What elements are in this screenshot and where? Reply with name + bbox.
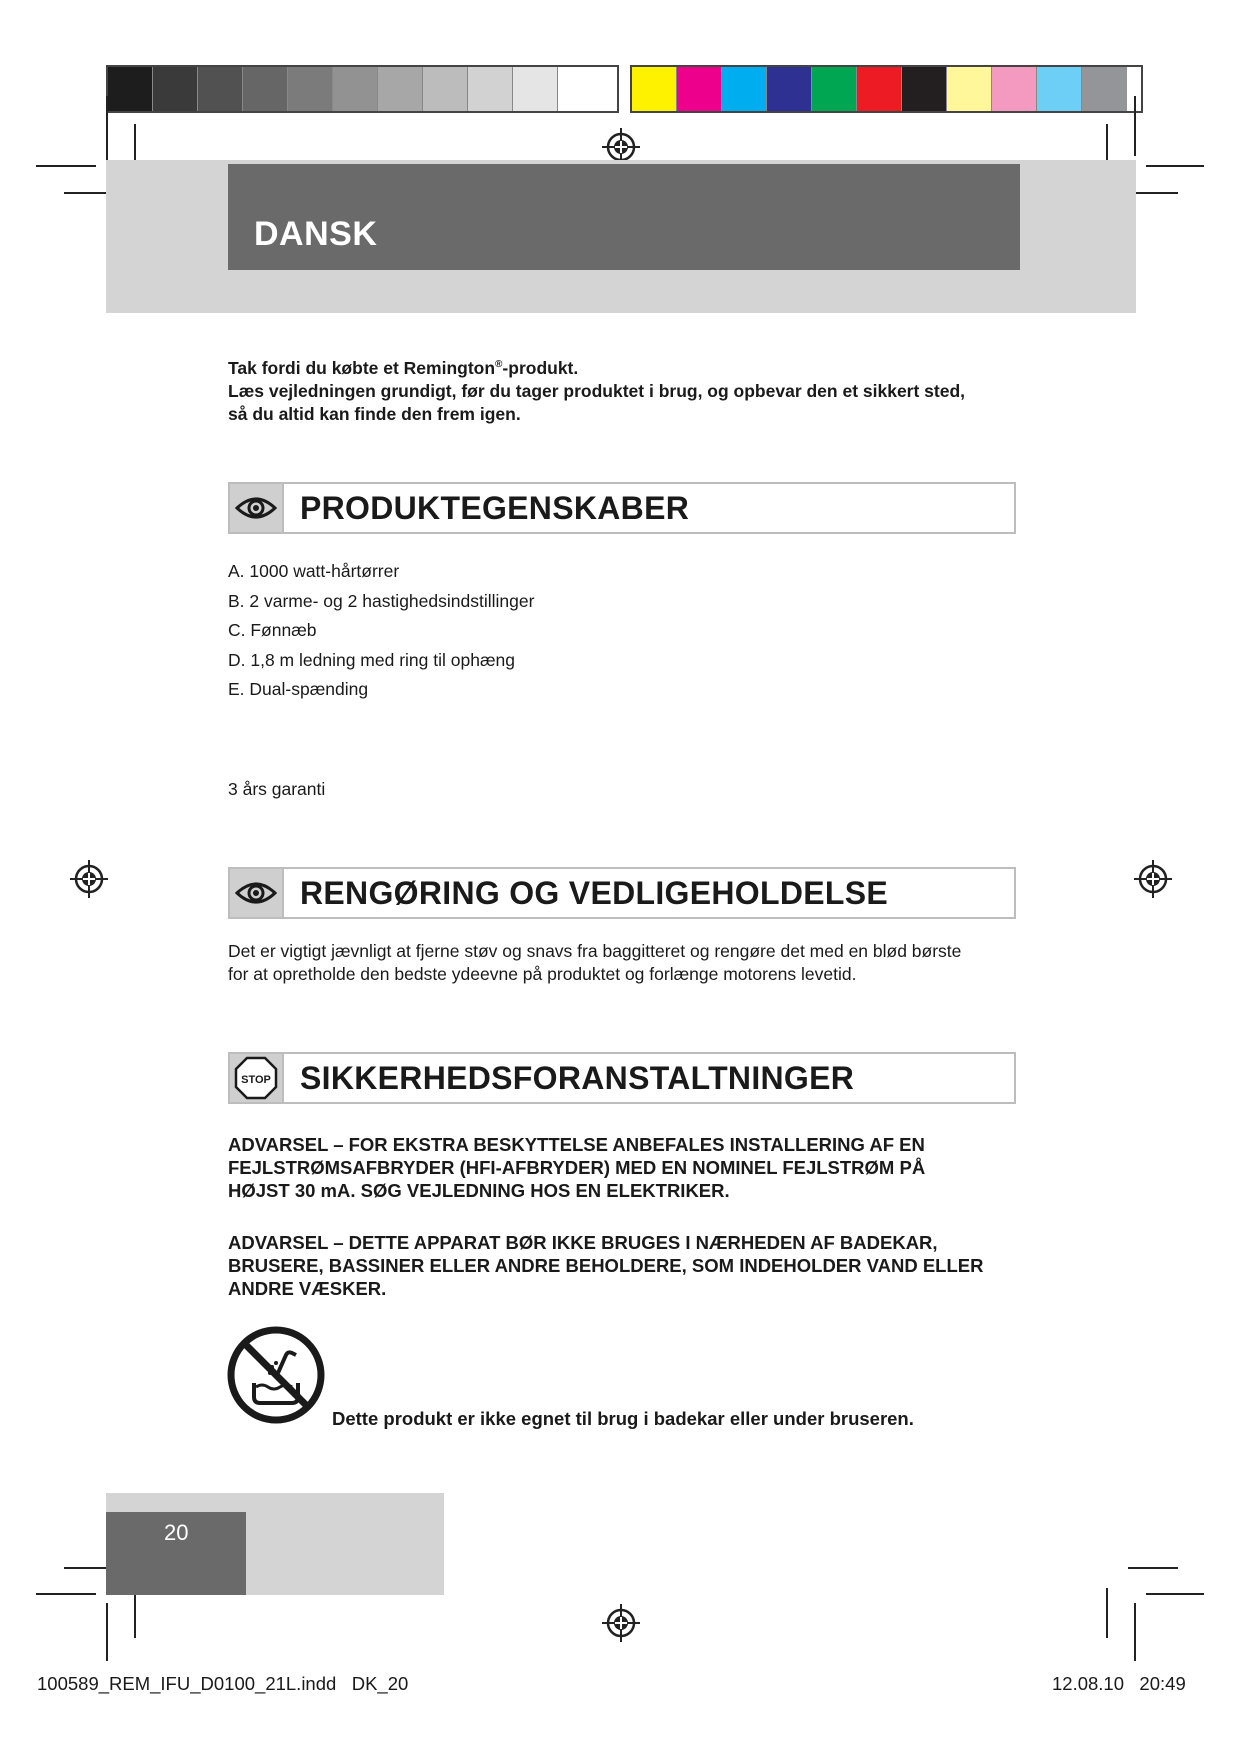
color-swatch <box>558 67 603 111</box>
section-header-features <box>228 482 1016 534</box>
color-swatch <box>333 67 378 111</box>
color-swatch <box>812 67 857 111</box>
eye-icon <box>230 484 284 532</box>
color-swatch <box>677 67 722 111</box>
color-swatch <box>108 67 153 111</box>
file-slug: 100589_REM_IFU_D0100_21L.indd DK_20 <box>37 1673 409 1694</box>
warning-water: ADVARSEL – DETTE APPARAT BØR IKKE BRUGES I NÆRHEDEN AF BADEKAR, BRUSERE, BASSINER ELLER ANDRE BEHOLDERE, SOM INDEHOLDER VAND ELLER ANDRE VÆSKER. <box>228 1232 984 1299</box>
color-swatch <box>767 67 812 111</box>
registration-mark-icon <box>602 1604 640 1642</box>
section-header-cleaning <box>228 867 1016 919</box>
crop-mark <box>1134 1603 1136 1661</box>
section-title: PRODUKTEGENSKABER <box>300 489 690 526</box>
list-item: A. 1000 watt-hårtørrer <box>228 561 400 581</box>
section-title: SIKKERHEDSFORANSTALTNINGER <box>300 1059 855 1096</box>
crop-mark <box>36 1593 96 1595</box>
color-swatch <box>513 67 558 111</box>
eye-icon <box>230 869 284 917</box>
color-swatch <box>992 67 1037 111</box>
crop-mark <box>106 1603 108 1661</box>
registered-mark: ® <box>495 359 503 370</box>
intro-text <box>228 353 988 426</box>
feature-list <box>228 557 534 705</box>
intro-brand-text: Tak fordi du købte et Remington <box>228 357 496 378</box>
stop-label: STOP <box>241 1074 271 1086</box>
section-title: RENGØRING OG VEDLIGEHOLDELSE <box>300 874 889 911</box>
process-color-bar <box>630 65 1143 113</box>
bath-note: Dette produkt er ikke egnet til brug i badekar eller under bruseren. <box>332 1408 914 1429</box>
cleaning-text: Det er vigtigt jævnligt at fjerne støv og snavs fra baggitteret og rengøre det med en blød børste for at opretholde den bedste ydeevne på produktet og forlænge motorens levetid. <box>228 941 962 984</box>
warning-hfi: ADVARSEL – FOR EKSTRA BESKYTTELSE ANBEFALES INSTALLERING AF EN FEJLSTRØMSAFBRYDER (HFI-AFBRYDER) MED EN NOMINEL FEJLSTRØM PÅ HØJST 30 mA. SØG VEJLEDNING HOS EN ELEKTRIKER. <box>228 1134 926 1201</box>
stop-sign-icon <box>230 1054 284 1102</box>
color-swatch <box>468 67 513 111</box>
crop-mark <box>1106 1588 1108 1638</box>
date-slug: 12.08.10 20:49 <box>1052 1673 1186 1694</box>
section-header-safety <box>228 1052 1016 1104</box>
color-swatch <box>1082 67 1127 111</box>
page-number: 20 <box>164 1520 189 1545</box>
registration-mark-icon <box>70 860 108 898</box>
color-swatch <box>243 67 288 111</box>
crop-mark <box>134 1588 136 1638</box>
gray-color-bar <box>106 65 619 113</box>
intro-line-2: Læs vejledningen grundigt, før du tager produktet i brug, og opbevar den et sikkert sted, så du altid kan finde den frem igen. <box>228 380 966 424</box>
intro-line-1 <box>228 353 988 380</box>
crop-mark <box>1128 1567 1178 1569</box>
page-title: DANSK <box>254 215 378 253</box>
registration-mark-icon <box>1134 860 1172 898</box>
crop-mark <box>1146 165 1204 167</box>
intro-product-text: -produkt. <box>502 357 579 378</box>
color-swatch <box>857 67 902 111</box>
list-item: D. 1,8 m ledning med ring til ophæng <box>228 649 515 670</box>
color-swatch <box>153 67 198 111</box>
crop-mark <box>36 165 96 167</box>
list-item: E. Dual-spænding <box>228 679 369 699</box>
color-swatch <box>198 67 243 111</box>
warranty-text: 3 års garanti <box>228 779 326 799</box>
list-item: B. 2 varme- og 2 hastighedsindstillinger <box>228 590 535 611</box>
no-bath-icon <box>226 1325 326 1425</box>
color-swatch <box>288 67 333 111</box>
color-swatch <box>423 67 468 111</box>
crop-mark <box>1146 1593 1204 1595</box>
color-swatch <box>902 67 947 111</box>
color-swatch <box>632 67 677 111</box>
color-swatch <box>722 67 767 111</box>
color-swatch <box>378 67 423 111</box>
crop-mark <box>106 96 108 166</box>
crop-mark <box>1134 96 1136 156</box>
color-swatch <box>1037 67 1082 111</box>
color-swatch <box>947 67 992 111</box>
list-item: C. Fønnæb <box>228 620 317 640</box>
